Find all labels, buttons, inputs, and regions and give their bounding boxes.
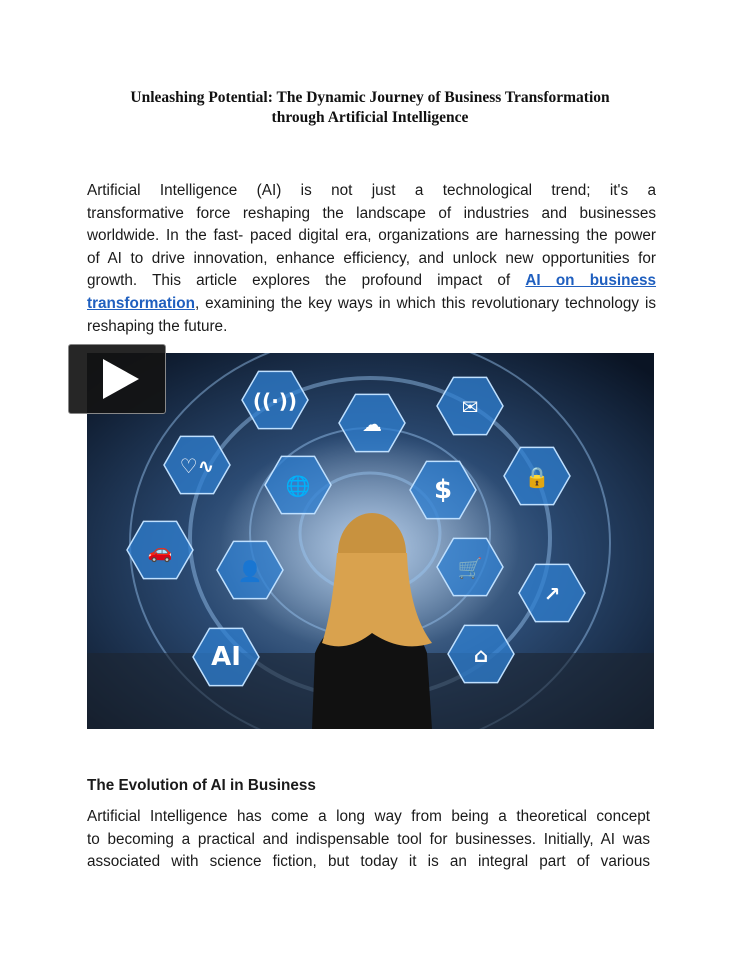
text-line: worldwide. In the fast- paced digital era, organizations are harnessing the power [87, 227, 656, 245]
text-line: reshaping the future. [87, 317, 228, 335]
svg-text:↗: ↗ [543, 582, 561, 606]
title-line: through Artificial Intelligence [271, 109, 469, 126]
text-line: associated with science fiction, but today it is an integral part of various [87, 853, 650, 871]
text-line: of AI to drive innovation, enhance efficiency, and unlock new opportunities for [87, 249, 656, 267]
text-line [87, 293, 656, 316]
svg-text:👤: 👤 [237, 559, 263, 583]
svg-text:🚗: 🚗 [147, 539, 173, 563]
section-paragraph [87, 806, 650, 874]
overlapping-word: was [622, 830, 650, 848]
title-line: Unleashing Potential: The Dynamic Journey of Business Transformation [130, 89, 610, 106]
text-segment: , examining the key ways in which this revolutionary technology is [194, 294, 656, 312]
svg-text:AI: AI [211, 642, 241, 672]
svg-text:⌂: ⌂ [473, 643, 489, 667]
svg-text:((·)): ((·)) [252, 389, 298, 413]
svg-text:♡∿: ♡∿ [179, 454, 215, 478]
svg-text:✉: ✉ [461, 395, 479, 419]
text-line: Artificial Intelligence has come a long way from being a theoretical concept [87, 808, 650, 825]
text-line [87, 829, 650, 852]
svg-text:$: $ [433, 475, 453, 505]
ai-business-link-cont[interactable]: transformation [87, 294, 195, 312]
text-line: Artificial Intelligence (AI) is not just a technological trend; it's a [87, 182, 656, 199]
text-line [87, 270, 656, 293]
svg-text:🔒: 🔒 [524, 465, 550, 489]
document-title [60, 88, 680, 128]
section-heading: The Evolution of AI in Business [87, 777, 316, 794]
play-button[interactable] [68, 344, 166, 414]
play-icon [69, 345, 165, 413]
text-segment: growth. This article explores the profound impact of [87, 272, 526, 290]
ai-business-image [87, 353, 654, 729]
text-line: transformative force reshaping the landscape of industries and businesses [87, 204, 656, 222]
svg-text:☁: ☁ [362, 412, 382, 436]
ai-business-link[interactable]: AI on business [525, 272, 657, 290]
svg-text:🛒: 🛒 [457, 556, 483, 580]
intro-paragraph [87, 180, 656, 338]
text-segment: to becoming a practical and indispensable tool for businesses. Initially, AI [87, 830, 616, 848]
svg-text:🌐: 🌐 [285, 474, 311, 498]
